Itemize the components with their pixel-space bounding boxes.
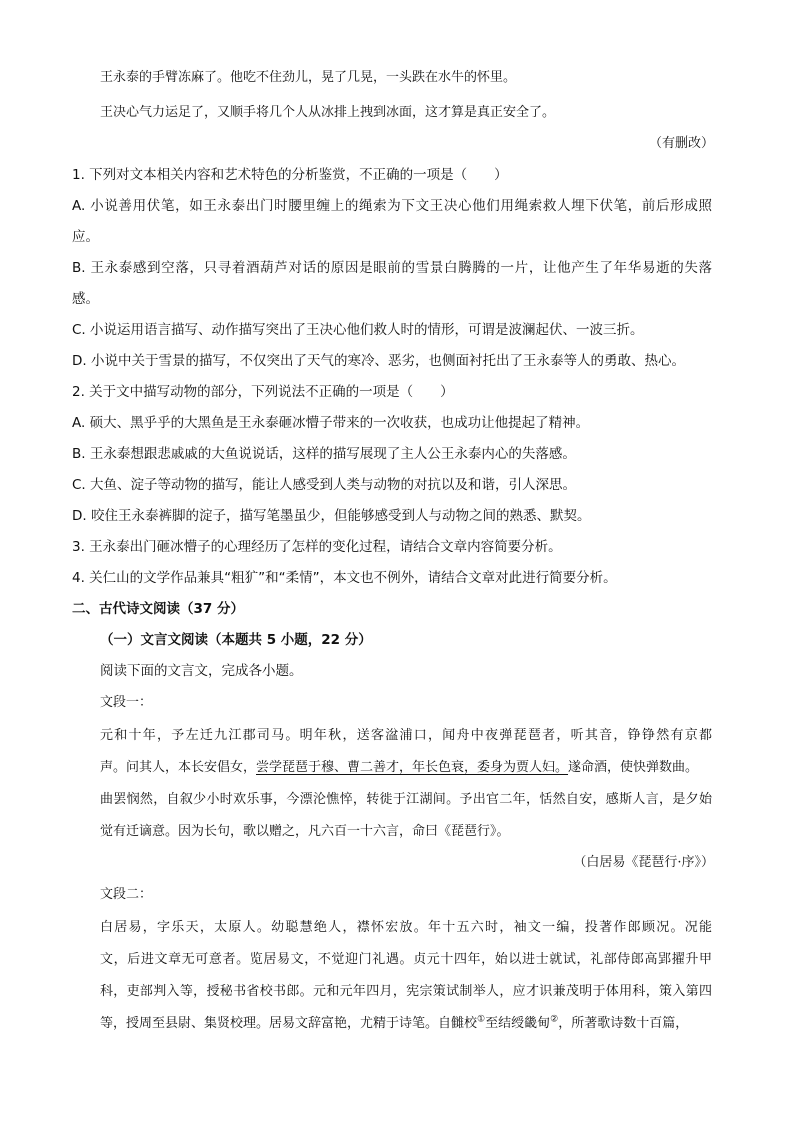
question-2-option-b: B. 王永泰想跟悲戚戚的大鱼说说话，这样的描写展现了主人公王永泰内心的失落感。 [72, 446, 576, 462]
passage-2-text: ，所著歌诗数十百篇， [558, 1016, 689, 1031]
passage-2-label: 文段二： [100, 887, 153, 902]
reading-instruction: 阅读下面的文言文，完成各小题。 [100, 663, 303, 679]
passage-2-text: 至结绶畿甸 [485, 1016, 551, 1031]
question-1-option-d: D. 小说中关于雪景的描写，不仅突出了天气的寒冷、恶劣，也侧面衬托出了王永泰等人的勇敢、热心。 [72, 353, 685, 369]
passage-1-text: 声。问其人，本长安倡女， [100, 760, 257, 775]
passage-1-line: 曲罢悯然，自叙少小时欢乐事，今漂沦憔悴，转徙于江湖间。予出官二年，恬然自安，感斯人言，是夕始 [100, 792, 712, 807]
question-2-option-c: C. 大鱼、淀子等动物的描写，能让人感受到人类与动物的对抗以及和谐，引人深思。 [72, 477, 577, 493]
passage-1-line: 觉有迁谪意。因为长句，歌以赠之，凡六百一十六言，命曰《琵琶行》。 [100, 824, 510, 839]
question-2-option-d: D. 咬住王永泰裤脚的淀子，描写笔墨虽少，但能够感受到人与动物之间的熟悉、默契。 [72, 508, 591, 524]
story-paragraph: 王永泰的手臂冻麻了。他吃不住劲儿，晃了几晃，一头跌在水牛的怀里。 [100, 70, 517, 85]
question-2-stem: 2. 关于文中描写动物的部分，下列说法不正确的一项是（ ） [72, 384, 454, 400]
question-1-option-a: A. 小说善用伏笔，如王永泰出门时腰里缠上的绳索为下文王决心他们用绳索救人埋下伏笔，前后形成照 [72, 198, 712, 214]
question-1-option-b-cont: 感。 [72, 291, 99, 307]
passage-1-line: 元和十年，予左迁九江郡司马。明年秋，送客湓浦口，闻舟中夜弹琵琶者，听其音，铮铮然有京都 [100, 728, 712, 743]
passage-1-label: 文段一： [100, 695, 153, 710]
passage-2-text: 等，授周至县尉、集贤校理。居易文辞富艳，尤精于诗笔。自雠校 [100, 1016, 478, 1031]
question-1-stem: 1. 下列对文本相关内容和艺术特色的分析鉴赏，不正确的一项是（ ） [72, 167, 508, 183]
footnote-marker: ① [477, 1014, 486, 1025]
edit-note: （有删改） [648, 136, 714, 151]
underlined-sentence: 尝学琵琶于穆、曹二善才，年长色衰，委身为贾人妇。 [256, 760, 569, 775]
footnote-marker: ② [550, 1014, 559, 1025]
passage-1-text: 遂命酒，使快弹数曲。 [568, 760, 699, 775]
story-paragraph: 王决心气力运足了，又顺手将几个人从冰排上拽到冰面，这才算是真正安全了。 [100, 105, 556, 120]
question-1-option-c: C. 小说运用语言描写、动作描写突出了王决心他们救人时的情形，可谓是波澜起伏、一波三折。 [72, 322, 644, 338]
question-4: 4. 关仁山的文学作品兼具“粗犷”和“柔情”，本文也不例外，请结合文章对此进行简要分析。 [72, 570, 617, 586]
question-3: 3. 王永泰出门砸冰懵子的心理经历了怎样的变化过程，请结合文章内容简要分析。 [72, 539, 562, 555]
section-heading: 二、古代诗文阅读（37 分） [72, 601, 244, 617]
passage-2-line: 科，吏部判入等，授秘书省校书郎。元和元年四月，宪宗策试制举人，应才识兼茂明于体用科，策入第四 [100, 984, 712, 999]
passage-2-line [100, 1012, 688, 1031]
passage-1-line [100, 756, 698, 775]
passage-2-line: 文，后进文章无可意者。览居易文，不觉迎门礼遇。贞元十四年，始以进士就试，礼部侍郎高郢擢升甲 [100, 952, 712, 967]
question-1-option-b: B. 王永泰感到空落，只寻着酒葫芦对话的原因是眼前的雪景白腾腾的一片，让他产生了年华易逝的失落 [72, 260, 712, 276]
passage-2-line: 白居易，字乐天，太原人。幼聪慧绝人，襟怀宏放。年十五六时，袖文一编，投著作郎顾况。况能 [100, 920, 712, 935]
subsection-heading: （一）文言文阅读（本题共 5 小题，22 分） [100, 632, 372, 648]
question-1-option-a-cont: 应。 [72, 229, 99, 245]
passage-1-source: （白居易《琵琶行·序》） [573, 855, 714, 870]
question-2-option-a: A. 硕大、黑乎乎的大黑鱼是王永泰砸冰懵子带来的一次收获，也成功让他提起了精神。 [72, 415, 590, 431]
